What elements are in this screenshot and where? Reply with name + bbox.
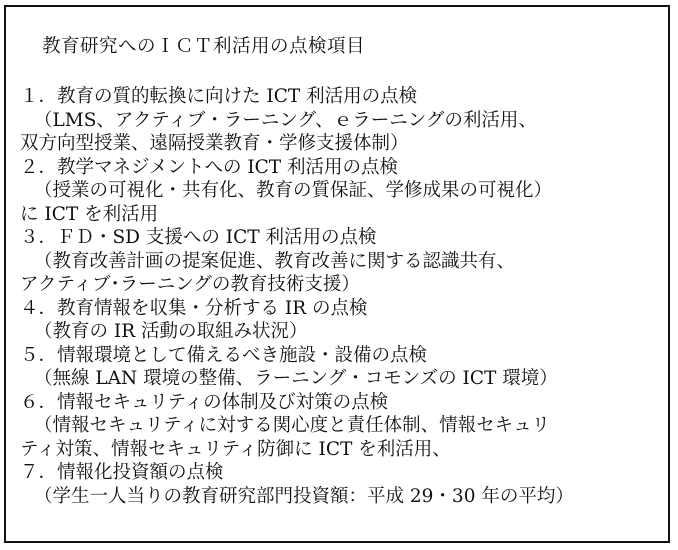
item-7-heading: ７．情報化投資額の点検: [20, 462, 224, 483]
item-1-detail-2: 双方向型授業、遠隔授業教育・学修支援体制）: [20, 133, 409, 154]
item-6-heading: ６．情報セキュリティの体制及び対策の点検: [20, 391, 389, 413]
item-1-heading: １．教育の質的転換に向けた ICT 利活用の点検: [20, 86, 418, 107]
item-7-detail-1: （学生一人当りの教育研究部門投資額：平成 29・30 年の平均）: [34, 485, 574, 507]
item-4-heading: ４．教育情報を収集・分析する IR の点検: [20, 297, 368, 319]
item-4-detail-1: （教育の IR 活動の取組み状況）: [34, 321, 308, 342]
item-6-detail-1: （情報セキュリティに対する関心度と責任体制、情報セキュリ: [34, 415, 551, 436]
item-3-detail-2: アクティブ･ラーニングの教育技術支援）: [20, 274, 360, 295]
item-2-heading: ２．教学マネジメントへの ICT 利活用の点検: [20, 156, 399, 178]
checklist-box: [4, 5, 670, 543]
item-2-detail-1: （授業の可視化・共有化、教育の質保証、学修成果の可視化）: [34, 180, 553, 201]
checklist-title: 教育研究へのＩＣＴ利活用の点検項目: [42, 36, 366, 57]
item-3-detail-1: （教育改善計画の提案促進、教育改善に関する認識共有、: [34, 250, 516, 272]
item-3-heading: ３．ＦＤ・SD 支援への ICT 利活用の点検: [20, 227, 377, 248]
item-5-detail-1: （無線 LAN 環境の整備、ラーニング・コモンズの ICT 環境）: [34, 368, 558, 389]
item-1-detail-1: （LMS、アクティブ・ラーニング、ｅラーニングの利活用、: [34, 109, 537, 131]
item-2-detail-2: に ICT を利活用: [20, 203, 159, 225]
item-5-heading: ５．情報環境として備えるべき施設・設備の点検: [20, 344, 428, 366]
item-6-detail-2: ティ対策、情報セキュリティ防御に ICT を利活用、: [20, 438, 451, 460]
checklist-items: [6, 85, 668, 508]
